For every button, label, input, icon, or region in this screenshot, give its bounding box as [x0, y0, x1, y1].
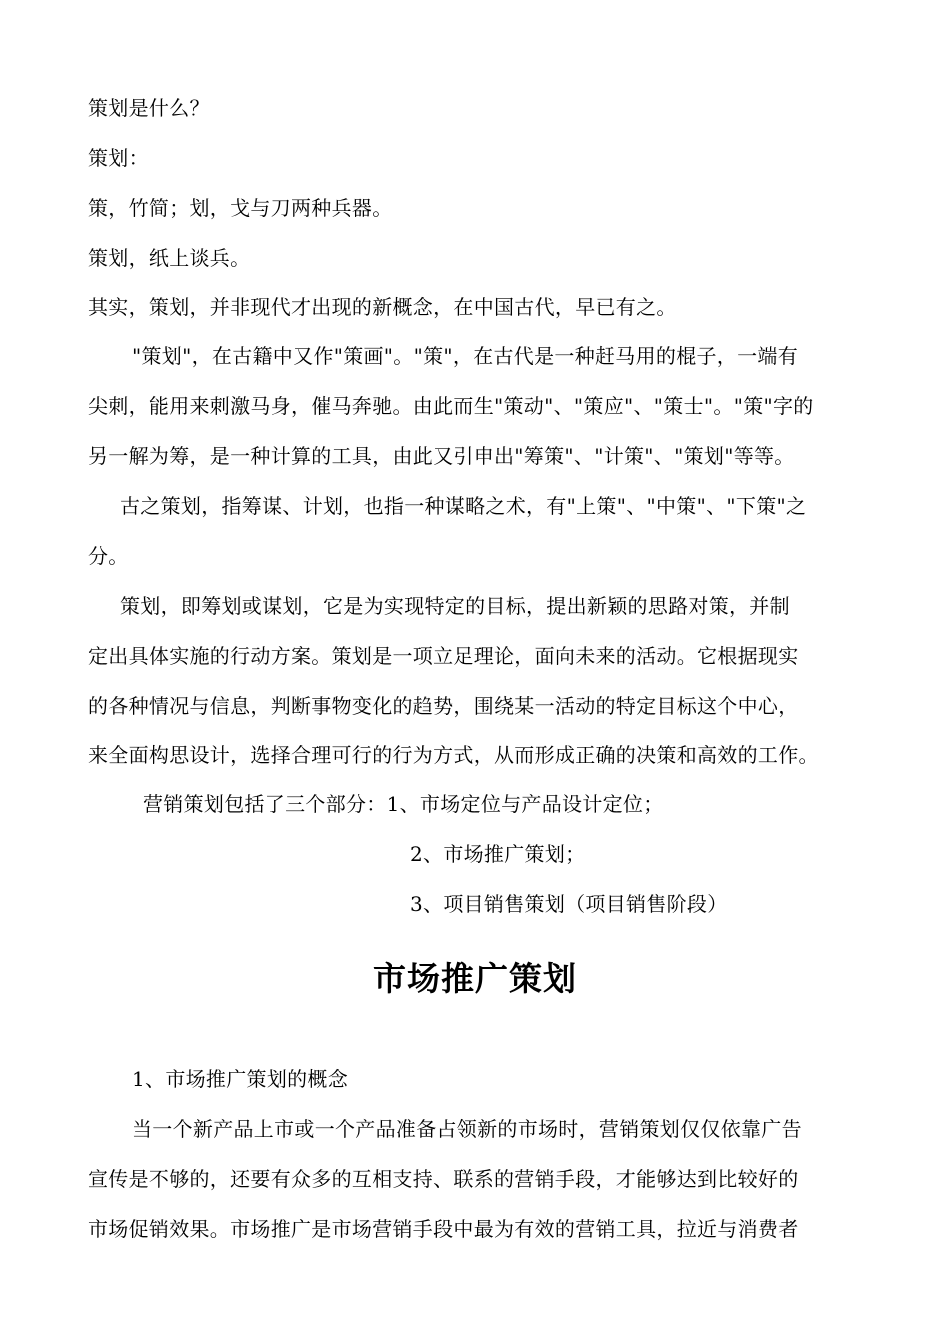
- marketing-parts-lead: 营销策划包括了三个部分：1、市场定位与产品设计定位；: [143, 792, 664, 816]
- ancient-line-1: 古之策划，指筹谋、计划，也指一种谋略之术，有"上策"、"中策"、"下策"之: [120, 494, 807, 518]
- definition-line-4: 来全面构思设计，选择合理可行的行为方式，从而形成正确的决策和高效的工作。: [88, 743, 819, 767]
- marketing-parts-item-2: 2、市场推广策划；: [410, 842, 586, 866]
- classics-line-3: 另一解为筹，是一种计算的工具，由此又引申出"筹策"、"计策"、"策划"等等。: [88, 444, 795, 468]
- subsection-title: 1、市场推广策划的概念: [132, 1067, 349, 1091]
- concept-line-1: 当一个新产品上市或一个产品准备占领新的市场时，营销策划仅仅依靠广告: [132, 1117, 802, 1141]
- ancient-line-2: 分。: [88, 544, 129, 568]
- concept-line-2: 宣传是不够的，还要有众多的互相支持、联系的营销手段，才能够达到比较好的: [88, 1167, 799, 1191]
- section-title: 市场推广策划: [373, 959, 577, 998]
- marketing-parts-item-3: 3、项目销售策划（项目销售阶段）: [410, 892, 728, 916]
- intro-question: 策划是什么？: [88, 96, 210, 120]
- definition-line-1: 策划，即筹划或谋划，它是为实现特定的目标，提出新颖的思路对策，并制: [120, 594, 790, 618]
- intro-etymology: 策，竹简；划，戈与刀两种兵器。: [88, 196, 393, 220]
- definition-line-3: 的各种情况与信息，判断事物变化的趋势，围绕某一活动的特定目标这个中心，: [88, 694, 799, 718]
- intro-history: 其实，策划，并非现代才出现的新概念，在中国古代，早已有之。: [88, 295, 677, 319]
- classics-line-1: "策划"，在古籍中又作"策画"。"策"，在古代是一种赶马用的棍子，一端有: [132, 344, 798, 368]
- intro-term: 策划：: [88, 146, 149, 170]
- definition-line-2: 定出具体实施的行动方案。策划是一项立足理论，面向未来的活动。它根据现实: [88, 644, 799, 668]
- classics-line-2: 尖刺，能用来刺激马身，催马奔驰。由此而生"策动"、"策应"、"策士"。"策"字的: [88, 394, 814, 418]
- concept-line-3: 市场促销效果。市场推广是市场营销手段中最为有效的营销工具，拉近与消费者: [88, 1217, 799, 1241]
- intro-saying: 策划，纸上谈兵。: [88, 246, 251, 270]
